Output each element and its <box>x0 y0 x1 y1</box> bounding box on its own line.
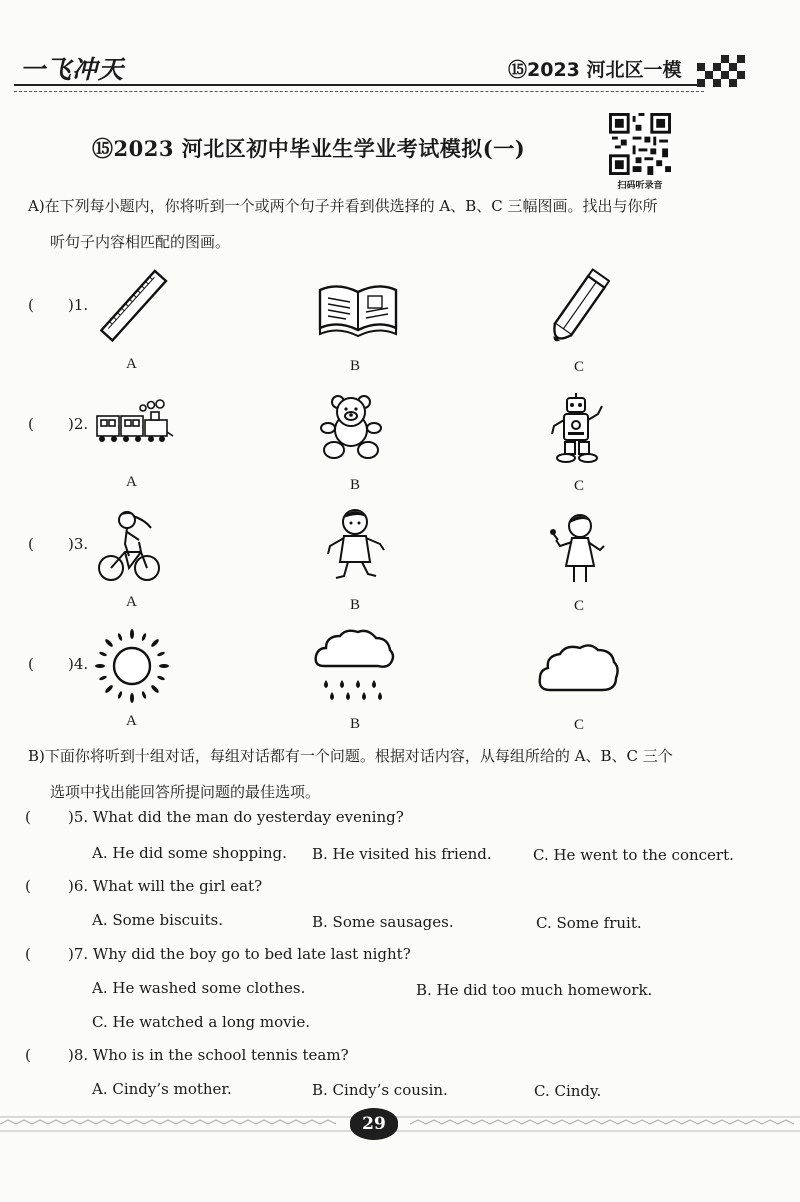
teddy-bear-image[interactable] <box>318 394 384 462</box>
option-a-label: A <box>126 474 137 490</box>
answer-blank[interactable]: ( <box>25 945 31 963</box>
ruler-image[interactable] <box>100 268 168 344</box>
answer-blank[interactable]: ( <box>28 296 34 314</box>
answer-blank[interactable]: ( <box>28 655 34 673</box>
page-number: 29 <box>350 1108 398 1140</box>
question-8-text: )8. Who is in the school tennis team? <box>68 1046 349 1064</box>
option-c-label: C <box>574 717 585 733</box>
option-a-label: A <box>126 356 137 372</box>
footer-pattern <box>0 1113 800 1135</box>
option-b[interactable]: B. He did too much homework. <box>416 981 653 999</box>
sun-image[interactable] <box>94 628 170 704</box>
option-a-label: A <box>126 713 137 729</box>
girl-singing-image[interactable] <box>546 510 612 588</box>
option-c-label: C <box>574 478 585 494</box>
option-a[interactable]: A. He washed some clothes. <box>92 979 306 997</box>
question-number: )1. <box>68 296 89 314</box>
answer-blank[interactable]: ( <box>28 415 34 433</box>
option-c[interactable]: C. He watched a long movie. <box>92 1013 311 1031</box>
section-label: ⑮2023 河北区一模 <box>508 59 682 81</box>
pencil-image[interactable] <box>546 266 610 350</box>
question-number: )2. <box>68 415 89 433</box>
option-c[interactable]: C. Some fruit. <box>536 914 642 932</box>
option-b-label: B <box>350 716 361 732</box>
option-b[interactable]: B. Cindy’s cousin. <box>312 1081 448 1099</box>
part-b-instruction-line1: B)下面你将听到十组对话，每组对话都有一个问题。根据对话内容，从每组所给的 A、B、C 三个 <box>28 747 673 765</box>
part-a-instruction <box>28 188 763 260</box>
rain-cloud-image[interactable] <box>312 626 396 706</box>
train-image[interactable] <box>93 398 177 450</box>
robot-image[interactable] <box>546 392 608 466</box>
qr-caption: 扫码听录音 <box>617 181 663 191</box>
option-a[interactable]: A. Some biscuits. <box>92 911 223 929</box>
qr-code-icon[interactable] <box>609 113 671 175</box>
option-c[interactable]: C. He went to the concert. <box>533 846 734 864</box>
part-b-instruction <box>28 738 763 810</box>
header-rule <box>14 84 704 86</box>
girl-running-image[interactable] <box>322 506 388 584</box>
question-5-text: )5. What did the man do yesterday evening? <box>68 808 404 826</box>
option-b-label: B <box>350 358 361 374</box>
header-dashed-rule <box>14 91 704 92</box>
brand-logo: 一飞冲天 <box>20 55 125 84</box>
option-b-label: B <box>350 597 361 613</box>
cloud-image[interactable] <box>536 640 620 700</box>
girl-cycling-image[interactable] <box>97 506 161 584</box>
option-b[interactable]: B. He visited his friend. <box>312 845 492 863</box>
answer-blank[interactable]: ( <box>28 535 34 553</box>
question-7-text: )7. Why did the boy go to bed late last night? <box>68 945 411 963</box>
part-a-instruction-line2: 听句子内容相匹配的图画。 <box>50 233 231 251</box>
option-b[interactable]: B. Some sausages. <box>312 913 454 931</box>
answer-blank[interactable]: ( <box>25 877 31 895</box>
part-a-instruction-line1: A)在下列每小题内，你将听到一个或两个句子并看到供选择的 A、B、C 三幅图画。找出与你所 <box>28 197 658 215</box>
option-c-label: C <box>574 359 585 375</box>
option-b-label: B <box>350 477 361 493</box>
part-b-instruction-line2: 选项中找出能回答所提问题的最佳选项。 <box>50 783 321 801</box>
option-c[interactable]: C. Cindy. <box>534 1082 602 1100</box>
checker-decoration <box>697 55 745 87</box>
answer-blank[interactable]: ( <box>25 1046 31 1064</box>
answer-blank[interactable]: ( <box>25 808 31 826</box>
question-number: )4. <box>68 655 89 673</box>
option-c-label: C <box>574 598 585 614</box>
page-title: ⑮2023 河北区初中毕业生学业考试模拟(一) <box>92 136 526 161</box>
option-a[interactable]: A. He did some shopping. <box>92 844 287 862</box>
question-number: )3. <box>68 535 89 553</box>
option-a[interactable]: A. Cindy’s mother. <box>92 1080 232 1098</box>
option-a-label: A <box>126 594 137 610</box>
question-6-text: )6. What will the girl eat? <box>68 877 263 895</box>
book-image[interactable] <box>316 280 400 340</box>
